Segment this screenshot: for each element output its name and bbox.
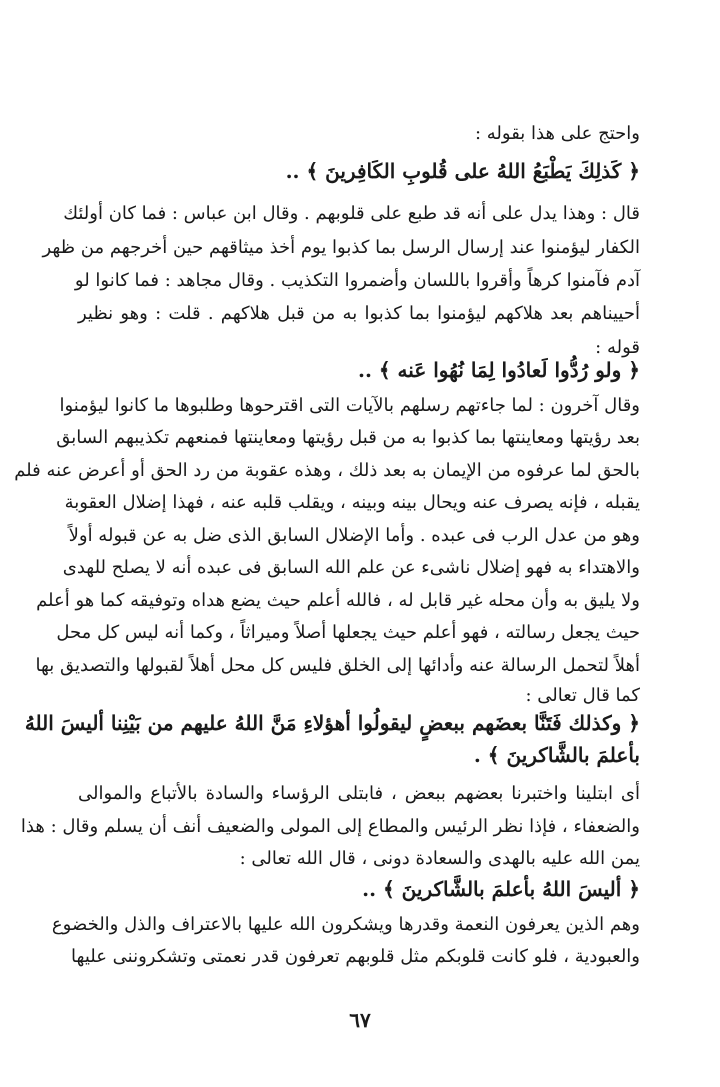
text-line: ولا يليق به وأن محله غير قابل له ، فالله أعلم حيث يضع هداه وتوفيقه كما هو أعلم: [36, 590, 640, 611]
text-line: يمن الله عليه بالهدى والسعادة دونى ، قال الله تعالى :: [239, 848, 640, 869]
text-line: وهو من عدل الرب فى عبده . وأما الإضلال السابق الذى ضل به عن قبوله أولاً: [68, 525, 640, 546]
text-line: وهم الذين يعرفون النعمة وقدرها ويشكرون الله عليها بالاعتراف والذل والخضوع: [51, 914, 640, 935]
text-line: بالحق لما عرفوه من الإيمان به بعد ذلك ، وهذه عقوبة من رد الحق أو أعرض عنه فلم: [14, 460, 640, 481]
quran-verse: ﴿ وكذلك فَتَنَّا بعضَهم ببعضٍ ليقولُوا أهؤلاءِ مَنَّ اللهُ عليهم من بَيْنِنا أليسَ اللهُ: [24, 711, 640, 735]
quran-verse: ﴿ كَذلِكَ يَطْبَعُ اللهُ على قُلوبِ الكَافِرينَ ﴾ ..: [285, 159, 640, 183]
text-line: قال : وهذا يدل على أنه قد طبع على قلوبهم . وقال ابن عباس : فما كان أولئك: [63, 203, 640, 224]
text-line: والعبودية ، فلو كانت قلوبكم مثل قلوبهم تعرفون قدر نعمتى وتشكروننى عليها: [71, 946, 640, 967]
text-line: قوله :: [595, 337, 640, 358]
text-line: أهلاً لتحمل الرسالة عنه وأدائها إلى الخلق فليس كل محل أهلاً لقبولها والتصديق بها: [35, 655, 640, 676]
text-line: بعد رؤيتها ومعاينتها بما كذبوا به من قبل رؤيتها ومعاينتها فمنعهم تكذيبهم السابق: [56, 427, 640, 448]
text-line: واحتج على هذا بقوله :: [474, 123, 640, 144]
text-line: أحييناهم بعد هلاكهم ليؤمنوا بما كذبوا به من قبل هلاكهم . قلت : وهو نظير: [78, 303, 640, 324]
quran-verse: ﴿ أليسَ اللهُ بأعلمَ بالشَّاكرينَ ﴾ ..: [362, 877, 640, 901]
text-line: الكفار ليؤمنوا عند إرسال الرسل بما كذبوا يوم أخذ ميثاقهم حين أخرجهم من ظهر: [42, 237, 640, 258]
text-line: آدم فآمنوا كرهاً وأقروا باللسان وأضمروا التكذيب . وقال مجاهد : فما كانوا لو: [74, 270, 640, 291]
text-line: وقال آخرون : لما جاءتهم رسلهم بالآيات التى اقترحوها وطلبوها ما كانوا ليؤمنوا: [59, 395, 640, 416]
text-line: والاهتداء به فهو إضلال ناشىء عن علم الله السابق فى عبده أنه لا يصلح للهدى: [62, 557, 640, 578]
quran-verse: بأعلمَ بالشَّاكرينَ ﴾ .: [473, 743, 640, 767]
text-line: والضعفاء ، فإذا نظر الرئيس والمطاع إلى المولى والضعيف أنف أن يسلم وقال : هذا: [20, 816, 640, 837]
text-line: يقبله ، فإنه يصرف عنه ويحال بينه وبينه ، ويقلب قلبه عنه ، فهذا إضلال العقوبة: [64, 492, 640, 513]
page-number: ٦٧: [349, 1008, 371, 1032]
text-line: أى ابتلينا واختبرنا بعضهم ببعض ، فابتلى الرؤساء والسادة بالأتباع والموالى: [78, 783, 640, 804]
text-line: حيث يجعل رسالته ، فهو أعلم حيث يجعلها أصلاً وميراثاً ، وكما أنه ليس كل محل: [56, 622, 640, 643]
text-line: كما قال تعالى :: [525, 685, 640, 706]
quran-verse: ﴿ ولو رُدُّوا لَعادُوا لِمَا نُهُوا عَنه ﴾ ..: [357, 358, 640, 382]
